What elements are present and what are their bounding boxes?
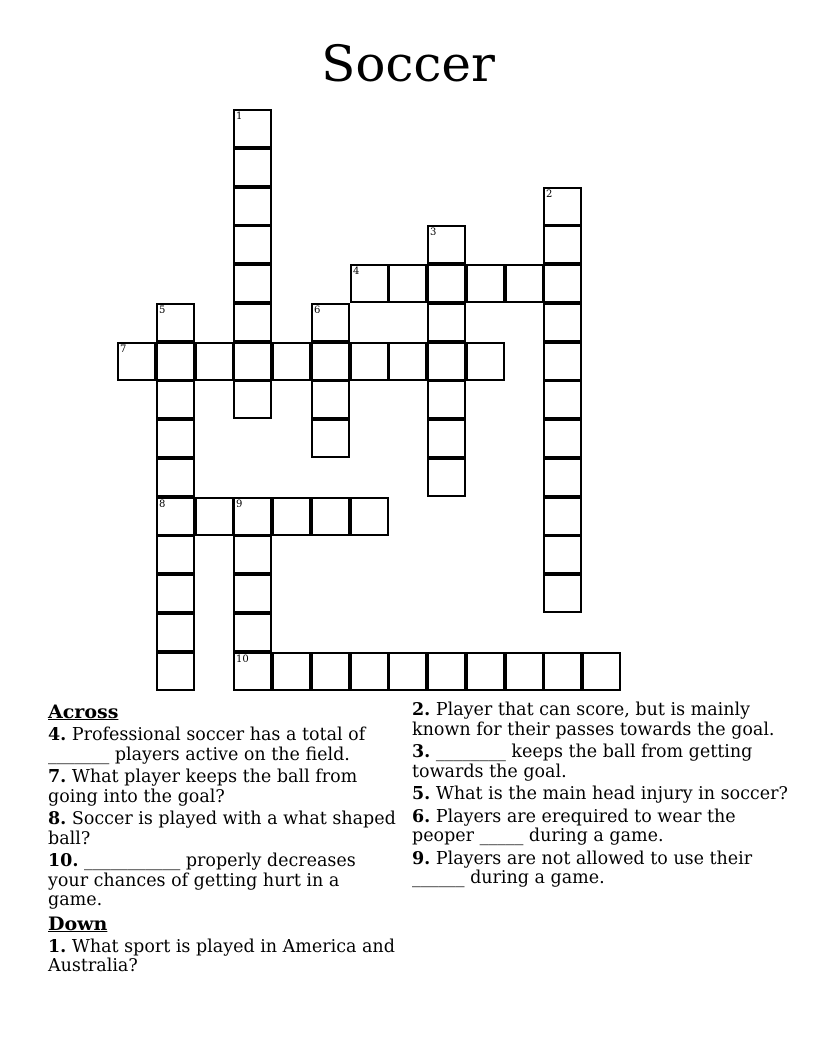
clue-number: 2 [546, 189, 553, 200]
grid-cell[interactable] [350, 342, 389, 381]
grid-cell[interactable] [156, 380, 195, 419]
grid-cell[interactable] [582, 652, 621, 691]
grid-cell[interactable] [233, 535, 272, 574]
clue-number: 7 [120, 344, 127, 355]
grid-cell[interactable] [388, 342, 427, 381]
grid-cell[interactable] [350, 652, 389, 691]
grid-cell[interactable] [427, 342, 466, 381]
grid-cell[interactable] [156, 497, 195, 536]
grid-cell[interactable] [350, 497, 389, 536]
grid-cell[interactable] [272, 342, 311, 381]
clue-down-9: 9. Players are not allowed to use their ______ during a game. [412, 848, 753, 888]
clue-number: 3 [430, 227, 437, 238]
grid-cell[interactable] [427, 419, 466, 458]
grid-cell[interactable] [156, 574, 195, 613]
grid-cell[interactable] [272, 652, 311, 691]
clue-number: 5 [159, 305, 166, 316]
grid-cell[interactable] [311, 497, 350, 536]
grid-cell[interactable] [233, 109, 272, 148]
grid-cell[interactable] [311, 652, 350, 691]
grid-cell[interactable] [311, 380, 350, 419]
grid-cell[interactable] [543, 225, 582, 264]
grid-cell[interactable] [543, 419, 582, 458]
clue-number: 4 [353, 266, 360, 277]
grid-cell[interactable] [543, 458, 582, 497]
clue-number: 8 [159, 499, 166, 510]
grid-cell[interactable] [388, 264, 427, 303]
grid-cell[interactable] [156, 342, 195, 381]
clue-number: 1 [236, 111, 243, 122]
grid-cell[interactable] [543, 574, 582, 613]
grid-cell[interactable] [427, 380, 466, 419]
grid-cell[interactable] [233, 497, 272, 536]
grid-cell[interactable] [388, 652, 427, 691]
grid-cell[interactable] [350, 264, 389, 303]
clue-down-5: 5. What is the main head injury in soccer? [412, 784, 788, 804]
grid-cell[interactable] [156, 419, 195, 458]
grid-cell[interactable] [427, 303, 466, 342]
across-heading: Across [48, 701, 119, 723]
grid-cell[interactable] [543, 652, 582, 691]
grid-cell[interactable] [543, 535, 582, 574]
clues-right-column [412, 701, 792, 889]
grid-cell[interactable] [505, 264, 544, 303]
grid-cell[interactable] [195, 342, 234, 381]
grid-cell[interactable] [233, 652, 272, 691]
grid-cell[interactable] [156, 652, 195, 691]
grid-cell[interactable] [311, 303, 350, 342]
grid-cell[interactable] [233, 225, 272, 264]
clue-number: 6 [314, 305, 321, 316]
grid-cell[interactable] [156, 613, 195, 652]
grid-cell[interactable] [272, 497, 311, 536]
grid-cell[interactable] [233, 303, 272, 342]
grid-cell[interactable] [233, 148, 272, 187]
grid-cell[interactable] [233, 342, 272, 381]
clue-down-3: 3. ________ keeps the ball from getting towards the goal. [412, 742, 753, 782]
clue-across-7: 7. What player keeps the ball from going into the goal? [48, 767, 358, 807]
grid-cell[interactable] [311, 342, 350, 381]
clue-across-10: 10. ___________ properly decreases your chances of getting hurt in a game. [48, 851, 356, 910]
clue-down-1: 1. What sport is played in America and Australia? [48, 936, 395, 976]
grid-cell[interactable] [543, 303, 582, 342]
grid-cell[interactable] [233, 574, 272, 613]
clue-across-8: 8. Soccer is played with a what shaped ball? [48, 809, 396, 849]
grid-cell[interactable] [156, 535, 195, 574]
grid-cell[interactable] [195, 497, 234, 536]
grid-cell[interactable] [117, 342, 156, 381]
grid-cell[interactable] [156, 303, 195, 342]
grid-cell[interactable] [233, 187, 272, 226]
clue-down-2: 2. Player that can score, but is mainly known for their passes towards the goal. [412, 700, 775, 740]
clue-down-6: 6. Players are erequired to wear the peoper _____ during a game. [412, 806, 736, 846]
grid-cell[interactable] [466, 342, 505, 381]
grid-cell[interactable] [427, 264, 466, 303]
clue-number: 10 [236, 654, 249, 665]
grid-cell[interactable] [543, 342, 582, 381]
grid-cell[interactable] [466, 652, 505, 691]
grid-cell[interactable] [233, 380, 272, 419]
grid-cell[interactable] [427, 225, 466, 264]
down-heading: Down [48, 912, 108, 935]
grid-cell[interactable] [543, 497, 582, 536]
grid-cell[interactable] [233, 613, 272, 652]
clue-across-4: 4. Professional soccer has a total of _______ players active on the field. [48, 725, 366, 765]
clues-left-column [48, 701, 398, 977]
grid-cell[interactable] [505, 652, 544, 691]
grid-cell[interactable] [233, 264, 272, 303]
grid-cell[interactable] [543, 187, 582, 226]
grid-cell[interactable] [543, 264, 582, 303]
clue-number: 9 [236, 499, 243, 510]
grid-cell[interactable] [311, 419, 350, 458]
puzzle-title: Soccer [321, 35, 495, 93]
grid-cell[interactable] [427, 458, 466, 497]
grid-cell[interactable] [543, 380, 582, 419]
grid-cell[interactable] [427, 652, 466, 691]
grid-cell[interactable] [466, 264, 505, 303]
grid-cell[interactable] [156, 458, 195, 497]
